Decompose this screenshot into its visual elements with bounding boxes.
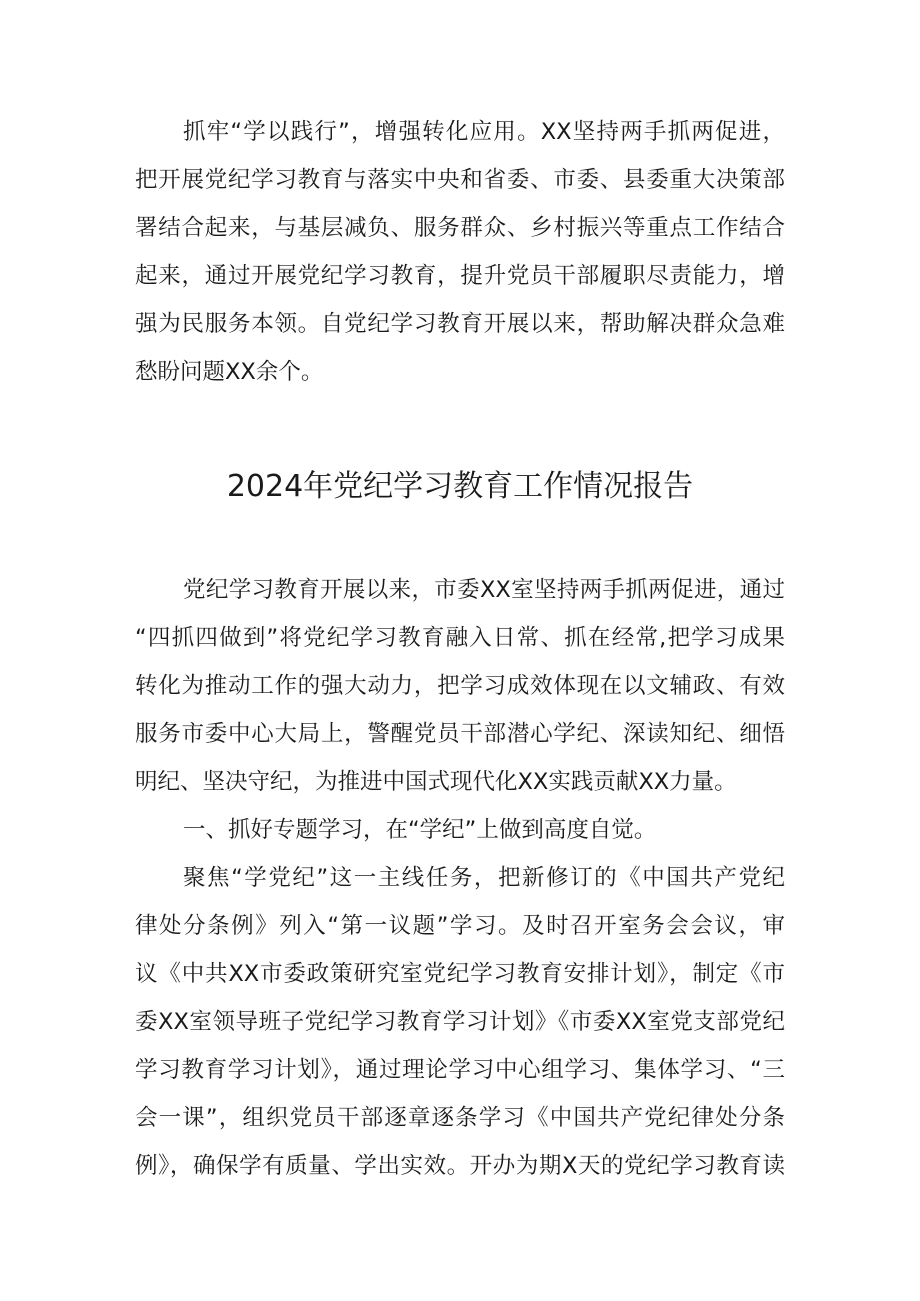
text-line: 署结合起来，与基层减负、服务群众、乡村振兴等重点工作结合	[135, 215, 785, 241]
text-line: 律处分条例》列入“第一议题”学习。及时召开室务会会议，审	[135, 913, 785, 939]
text-line: 起来，通过开展党纪学习教育，提升党员干部履职尽责能力，增	[135, 263, 785, 289]
text-line: 强为民服务本领。自党纪学习教育开展以来，帮助解决群众急难	[135, 311, 785, 337]
text-line: 服务市委中心大局上，警醒党员干部潜心学纪、深读知纪、细悟	[135, 721, 785, 747]
report-title: 2024年党纪学习教育工作情况报告	[226, 469, 694, 504]
opening-paragraph	[135, 566, 785, 806]
text-line: 抓牢“学以践行”，增强转化应用。XX坚持两手抓两促进，	[183, 119, 785, 145]
text-line: 愁盼问题XX余个。	[135, 359, 324, 385]
text-line: 把开展党纪学习教育与落实中央和省委、市委、县委重大决策部	[135, 167, 785, 193]
section-heading: 一、抓好专题学习，在“学纪”上做到高度自觉。	[183, 817, 657, 843]
text-line: “四抓四做到”将党纪学习教育融入日常、抓在经常,把学习成果	[135, 625, 785, 651]
focus-paragraph	[135, 854, 785, 1190]
text-line: 会一课”，组织党员干部逐章逐条学习《中国共产党纪律处分条	[135, 1105, 785, 1131]
report-body	[135, 566, 785, 1190]
text-line: 明纪、坚决守纪，为推进中国式现代化XX实践贡献XX力量。	[135, 769, 737, 795]
text-line: 例》，确保学有质量、学出实效。开办为期X天的党纪学习教育读	[135, 1153, 785, 1179]
text-line: 议《中共XX市委政策研究室党纪学习教育安排计划》，制定《市	[135, 961, 785, 987]
text-line: 党纪学习教育开展以来，市委XX室坚持两手抓两促进，通过	[183, 577, 785, 603]
intro-paragraph	[135, 108, 785, 396]
text-line: 学习教育学习计划》，通过理论学习中心组学习、集体学习、“三	[135, 1057, 785, 1083]
text-line: 聚焦“学党纪”这一主线任务，把新修订的《中国共产党纪	[183, 865, 785, 891]
text-line: 委XX室领导班子党纪学习教育学习计划》《市委XX室党支部党纪	[135, 1009, 785, 1035]
text-line: 转化为推动工作的强大动力，把学习成效体现在以文辅政、有效	[135, 673, 785, 699]
